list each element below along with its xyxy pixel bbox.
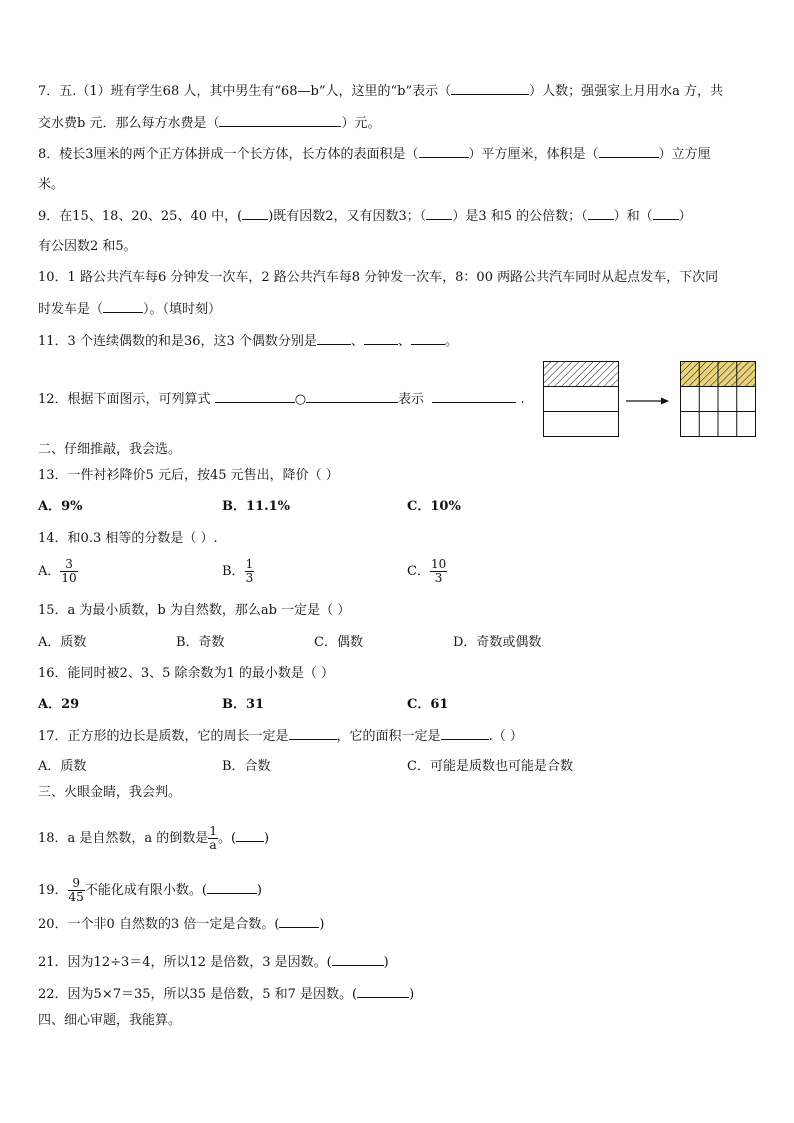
option-b[interactable]: B．11.1% [222,499,291,514]
fraction: $\frac{1}{3}$ [245,557,254,585]
option-b[interactable]: B． $\frac{1}{3}$ [222,557,254,585]
answer-blank[interactable] [419,145,469,158]
question-8-line-2: 米。 [38,177,65,192]
answer-blank[interactable] [426,207,452,220]
answer-blank[interactable] [215,390,295,403]
question-14: 14．和0.3 相等的分数是（ ）. [38,531,218,546]
section-2-heading: 二、仔细推敲，我会选。 [38,442,182,457]
option-a[interactable]: A．质数 [38,635,87,650]
question-22: 22．因为5×7＝35，所以35 是倍数，5 和7 是因数。( ) [38,987,415,1002]
option-c[interactable]: C．偶数 [314,635,363,650]
question-20: 20．一个非0 自然数的3 倍一定是合数。( ) [38,917,325,932]
option-c[interactable]: C． $\frac{10}{3}$ [407,557,447,585]
right-grid [681,362,756,437]
answer-blank[interactable] [219,114,341,127]
fraction: $\frac{10}{3}$ [430,557,447,585]
answer-blank[interactable] [289,727,337,740]
answer-blank[interactable] [451,82,529,95]
option-d[interactable]: D．奇数或偶数 [453,635,542,650]
arrow-icon [626,398,669,405]
answer-blank[interactable] [306,390,398,403]
left-rectangle [544,362,619,437]
section-4-heading: 四、细心审题，我能算。 [38,1013,182,1028]
question-11: 11．3 个连续偶数的和是36，这3 个偶数分别是 、 、 。 [38,334,458,349]
fraction: $\frac{3}{10}$ [61,557,77,585]
question-21: 21．因为12÷3＝4，所以12 是倍数，3 是因数。( ) [38,955,389,970]
answer-blank[interactable] [242,207,268,220]
answer-blank[interactable] [432,390,516,403]
answer-blank[interactable] [236,829,264,842]
question-9-line-1: 9．在15、18、20、25、40 中，( )既有因数2，又有因数3；（ ）是3 和5 的公倍数；（ ）和（ ） [38,209,692,224]
question-10-line-1: 10．1 路公共汽车每6 分钟发一次车，2 路公共汽车每8 分钟发一次车，8：00 两路公共汽车同时从起点发车，下次同 [38,270,719,285]
section-3-heading: 三、火眼金睛，我会判。 [38,785,182,800]
answer-blank[interactable] [599,145,659,158]
question-8-line-1: 8．棱长3厘米的两个正方体拼成一个长方体，长方体的表面积是（ ）平方厘米，体积是（ ）立方厘 [38,147,711,162]
answer-blank[interactable] [103,300,143,313]
answer-blank[interactable] [357,985,409,998]
fraction: $\frac{9}{45}$ [68,876,84,904]
question-16: 16．能同时被2、3、5 除余数为1 的最小数是（ ） [38,666,335,681]
option-b[interactable]: B．奇数 [176,635,225,650]
question-15: 15．a 为最小质数，b 为自然数，那么ab 一定是（ ） [38,603,351,618]
question-9-line-2: 有公因数2 和5。 [38,239,137,254]
answer-blank[interactable] [411,332,445,345]
option-b[interactable]: B．合数 [222,759,271,774]
option-c[interactable]: C．10% [407,499,461,514]
question-7-line-1: 7．五.（1）班有学生68 人，其中男生有“68—b”人，这里的“b”表示（ ）人数；强强家上月用水a 方，共 [38,84,724,99]
question-10-line-2: 时发车是（ ）。（填时刻） [38,302,222,317]
answer-blank[interactable] [317,332,351,345]
answer-blank[interactable] [279,915,319,928]
fraction-diagram [540,358,760,440]
question-19: 19． $\frac{9}{45}$ 不能化成有限小数。( ) [38,876,262,904]
answer-blank[interactable] [588,207,614,220]
option-a[interactable]: A．质数 [38,759,87,774]
question-17: 17．正方形的边长是质数，它的周长一定是 ，它的面积一定是 .（ ） [38,729,523,744]
question-13: 13．一件衬衫降价5 元后，按45 元售出，降价（ ） [38,468,339,483]
answer-blank[interactable] [364,332,398,345]
answer-blank[interactable] [441,727,489,740]
answer-blank[interactable] [653,207,679,220]
question-18: 18．a 是自然数，a 的倒数是 $\frac{1}{a}$ 。( ) [38,824,270,852]
option-b[interactable]: B．31 [222,697,265,712]
question-7-line-2: 交水费b 元．那么每方水费是（ ）元。 [38,116,381,131]
option-a[interactable]: A．29 [38,697,80,712]
option-c[interactable]: C．可能是质数也可能是合数 [407,759,573,774]
option-a[interactable]: A．9% [38,499,83,514]
option-c[interactable]: C．61 [407,697,449,712]
question-12: 12．根据下面图示，可列算式 ○ 表示 . [38,392,525,407]
answer-blank[interactable] [332,953,384,966]
fraction: $\frac{1}{a}$ [209,824,217,852]
option-a[interactable]: A． $\frac{3}{10}$ [38,557,77,585]
answer-blank[interactable] [207,881,257,894]
